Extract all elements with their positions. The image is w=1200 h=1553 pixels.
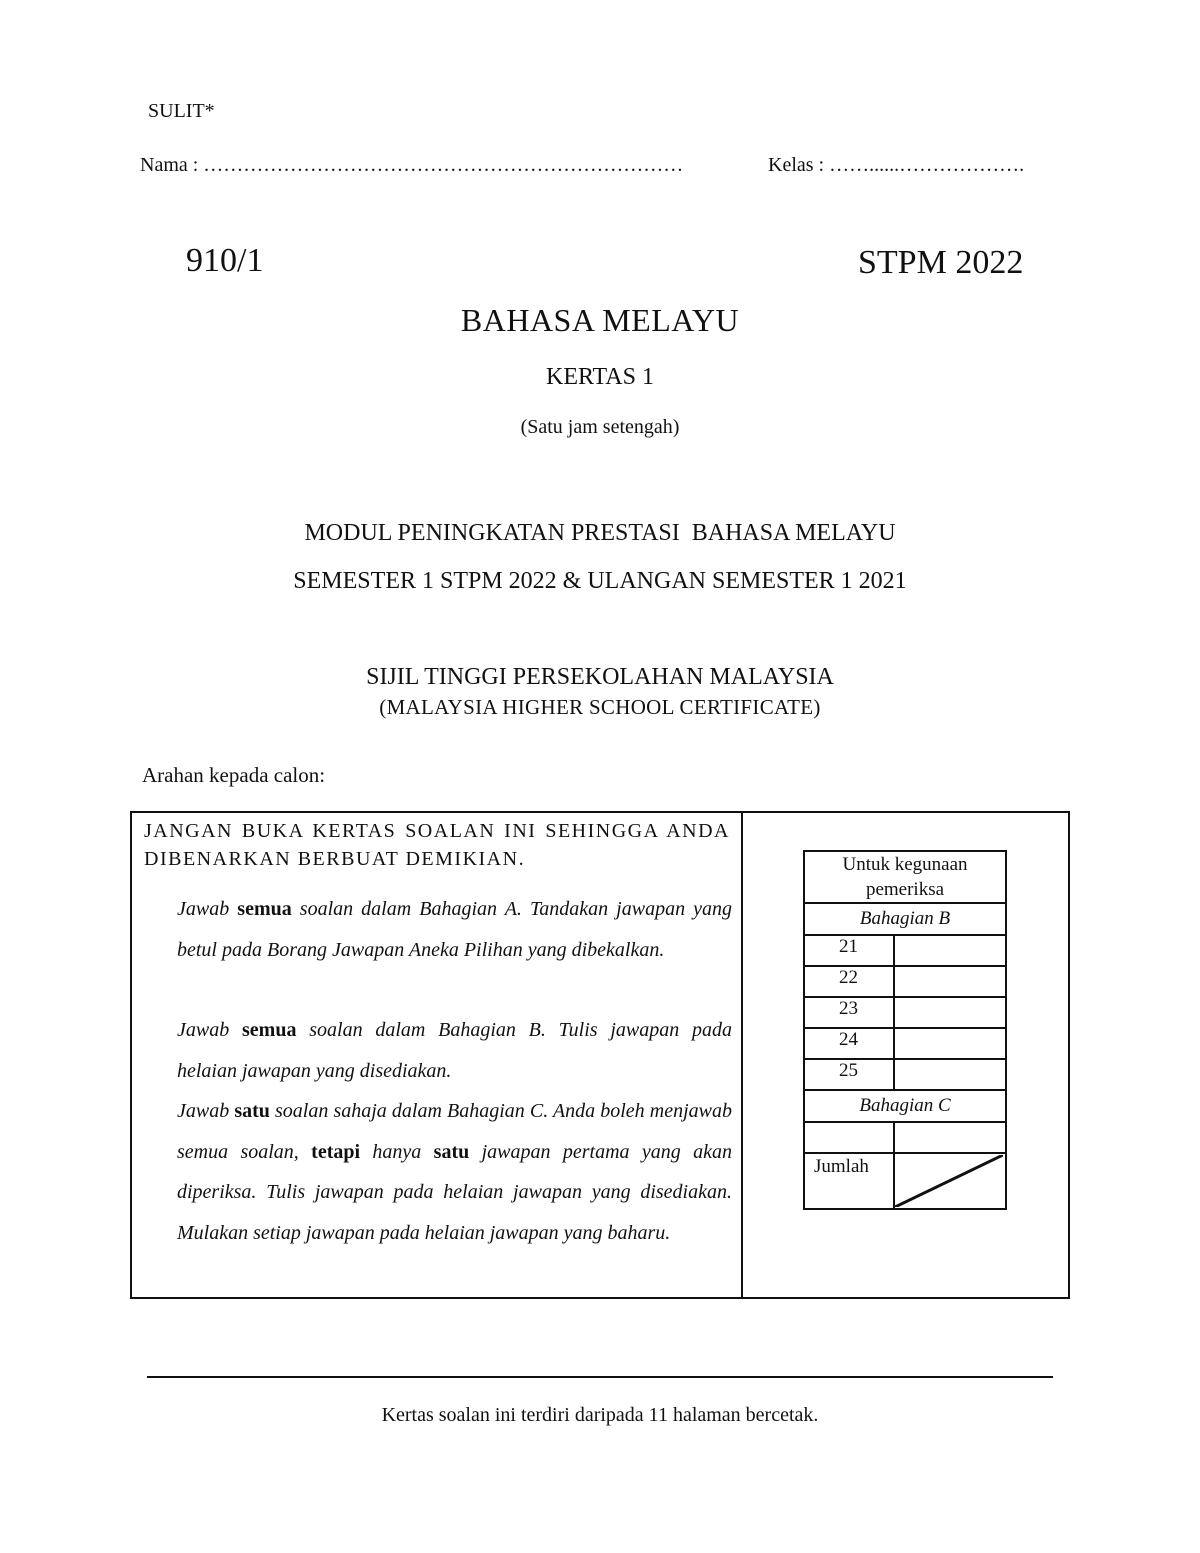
kelas-field: Kelas : ……......………………. xyxy=(768,154,1025,176)
total-cell xyxy=(894,1153,1006,1209)
question-number: 21 xyxy=(804,935,894,966)
examiner-table xyxy=(803,850,1007,1210)
mark-cell xyxy=(894,1059,1006,1090)
exam-year: STPM 2022 xyxy=(858,244,1024,281)
mark-cell xyxy=(894,935,1006,966)
mark-cell xyxy=(894,997,1006,1028)
classification-label: SULIT* xyxy=(148,100,215,122)
page-count-note: Kertas soalan ini terdiri daripada 11 halaman bercetak. xyxy=(381,1404,819,1426)
question-number: 22 xyxy=(804,966,894,997)
warning-text: JANGAN BUKA KERTAS SOALAN INI SEHINGGA ANDA DIBENARKAN BERBUAT DEMIKIAN. xyxy=(144,820,730,870)
section-c-label: Bahagian C xyxy=(804,1090,1006,1122)
paper-code: 910/1 xyxy=(186,242,264,279)
question-number: 24 xyxy=(804,1028,894,1059)
question-number: 23 xyxy=(804,997,894,1028)
total-strike-line xyxy=(895,1155,1003,1207)
duration: (Satu jam setengah) xyxy=(520,416,680,438)
section-c-cell xyxy=(804,1122,894,1153)
total-label: Jumlah xyxy=(804,1153,894,1209)
footer-rule xyxy=(147,1376,1053,1378)
certificate-title: SIJIL TINGGI PERSEKOLAHAN MALAYSIA xyxy=(366,664,834,690)
instructions-heading: Arahan kepada calon: xyxy=(142,763,326,787)
mark-cell xyxy=(894,1122,1006,1153)
module-title-line2: SEMESTER 1 STPM 2022 & ULANGAN SEMESTER 1 2021 xyxy=(293,568,907,594)
instruction-section-c: Jawab satu soalan sahaja dalam Bahagian C. Anda boleh menjawab semua soalan, tetapi hanya satu jawapan pertama yang akan diperiksa. Tulis jawapan pada helaian jawapan yang disediakan. Mulakan setiap jawapan pada helaian jawapan yang baharu. xyxy=(177,1100,732,1244)
instruction-section-b: Jawab semua soalan dalam Bahagian B. Tulis jawapan pada helaian jawapan yang disediakan. xyxy=(177,1019,732,1082)
nama-field: Nama : ……………………………………………………………… xyxy=(140,154,684,176)
paper-title: KERTAS 1 xyxy=(546,364,654,390)
certificate-title-english: (MALAYSIA HIGHER SCHOOL CERTIFICATE) xyxy=(379,695,821,719)
mark-cell xyxy=(894,1028,1006,1059)
question-number: 25 xyxy=(804,1059,894,1090)
box-divider xyxy=(741,813,743,1297)
instruction-section-a: Jawab semua soalan dalam Bahagian A. Tandakan jawapan yang betul pada Borang Jawapan Aneka Pilihan yang dibekalkan. xyxy=(177,898,733,961)
module-title-line1: MODUL PENINGKATAN PRESTASI BAHASA MELAYU xyxy=(304,520,896,546)
examiner-heading: Untuk kegunaan pemeriksa xyxy=(804,851,1006,903)
mark-cell xyxy=(894,966,1006,997)
section-b-label: Bahagian B xyxy=(804,903,1006,935)
subject-title: BAHASA MELAYU xyxy=(460,302,740,338)
